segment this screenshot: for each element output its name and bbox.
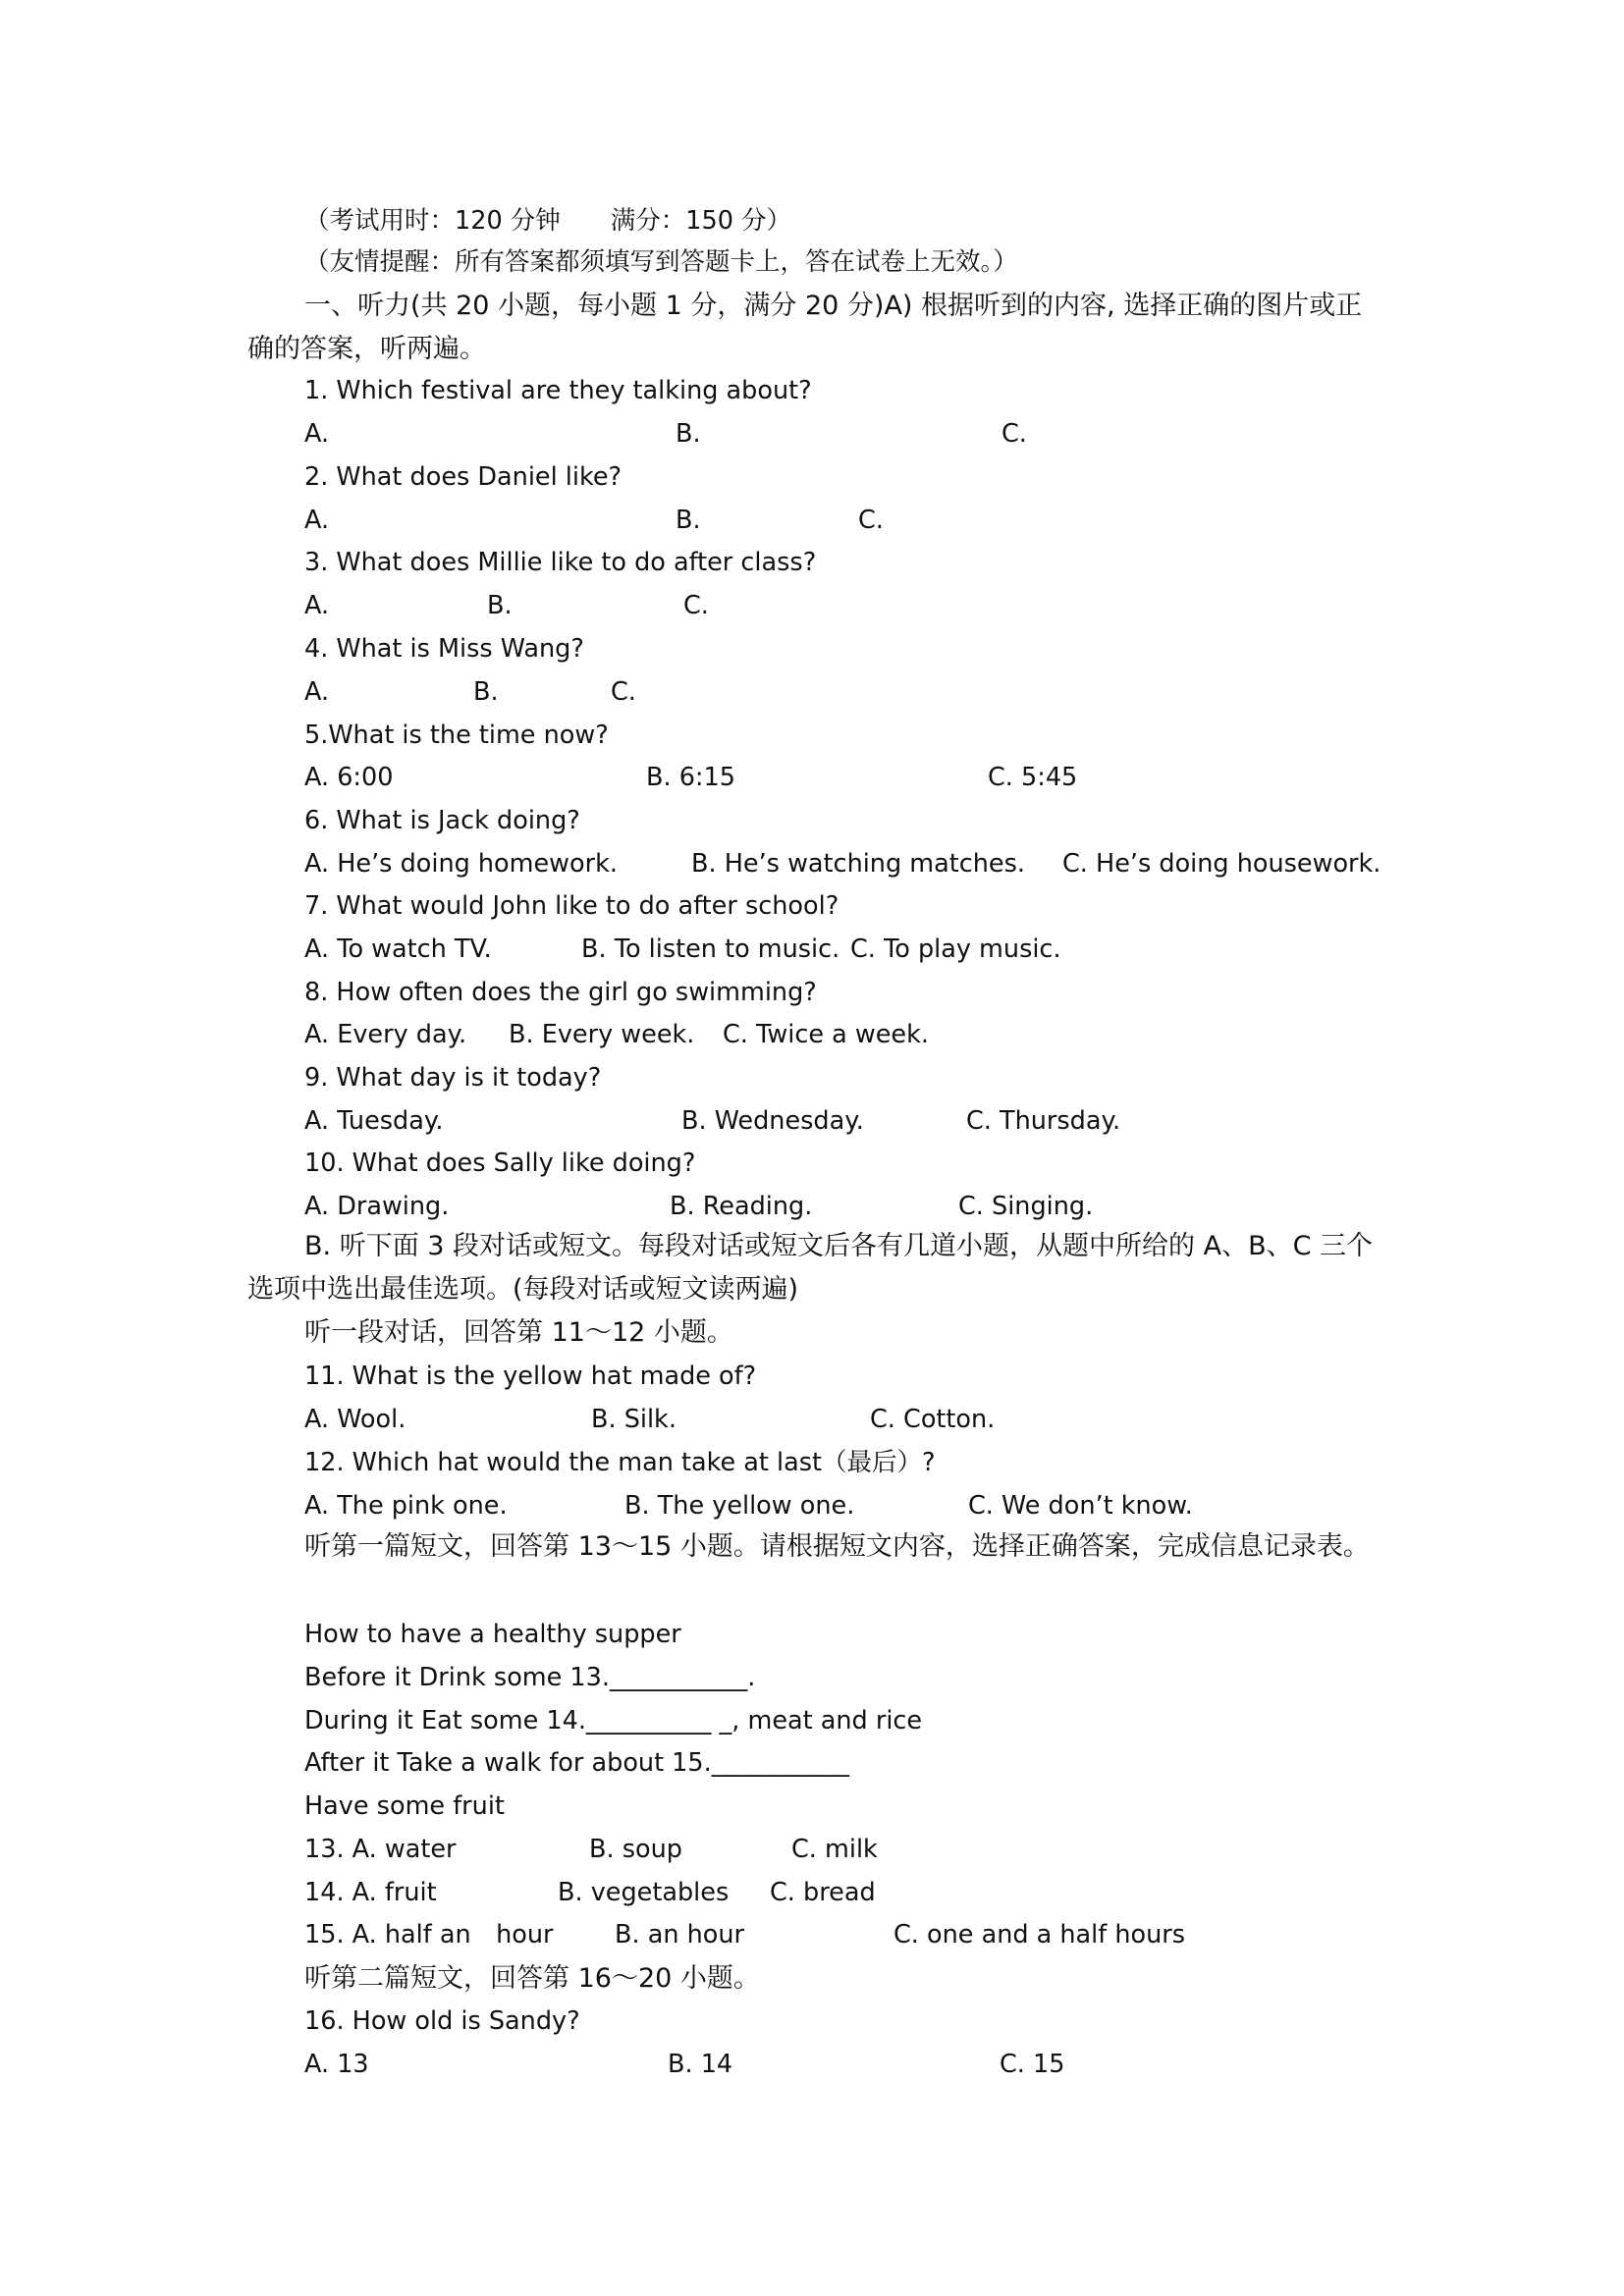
q4-option-c: C. [611, 677, 636, 707]
q10-option-b: B. Reading. [670, 1192, 813, 1221]
table-row-after: After it Take a walk for about 15.___________ [304, 1748, 849, 1778]
exam-time-info: （考试用时：120 分钟 满分：150 分） [304, 206, 792, 236]
question-10: 10. What does Sally like doing? [304, 1148, 696, 1178]
q10-option-c: C. Singing. [958, 1192, 1094, 1221]
question-6: 6. What is Jack doing? [304, 806, 580, 835]
q11-option-a: A. Wool. [304, 1405, 406, 1434]
question-4: 4. What is Miss Wang? [304, 634, 584, 664]
question-7: 7. What would John like to do after school? [304, 891, 839, 921]
q10-option-a: A. Drawing. [304, 1192, 450, 1221]
question-16: 16. How old is Sandy? [304, 2006, 580, 2036]
q1-option-c: C. [1001, 419, 1027, 449]
q14-option-b: B. vegetables [558, 1878, 730, 1907]
question-14-option-a: 14. A. fruit [304, 1878, 437, 1907]
q14-option-c: C. bread [770, 1878, 876, 1907]
q2-option-a: A. [304, 506, 330, 535]
q13-option-c: C. milk [791, 1835, 878, 1864]
q7-option-c: C. To play music. [850, 934, 1061, 964]
q16-option-b: B. 14 [668, 2050, 733, 2079]
dialogue-1-instruction: 听一段对话，回答第 11～12 小题。 [304, 1317, 733, 1348]
q8-option-c: C. Twice a week. [723, 1020, 929, 1049]
q5-option-b: B. 6:15 [646, 763, 735, 792]
question-12: 12. Which hat would the man take at last（最后）? [304, 1448, 936, 1477]
question-13-option-a: 13. A. water [304, 1835, 457, 1864]
q9-option-a: A. Tuesday. [304, 1106, 444, 1136]
q6-option-c: C. He’s doing housework. [1062, 849, 1381, 879]
q2-option-b: B. [676, 506, 701, 535]
q6-option-b: B. He’s watching matches. [691, 849, 1025, 879]
q5-option-a: A. 6:00 [304, 763, 394, 792]
q15-option-b: B. an hour [615, 1920, 745, 1949]
table-row-fruit: Have some fruit [304, 1791, 505, 1821]
q13-option-b: B. soup [589, 1835, 682, 1864]
table-title: How to have a healthy supper [304, 1620, 681, 1649]
question-3: 3. What does Millie like to do after class? [304, 548, 817, 577]
q5-option-c: C. 5:45 [988, 763, 1078, 792]
q3-option-b: B. [487, 591, 513, 620]
table-row-before: Before it Drink some 13.___________. [304, 1663, 756, 1692]
passage-1-instruction: 听第一篇短文，回答第 13～15 小题。请根据短文内容，选择正确答案，完成信息记录表。 [304, 1531, 1370, 1562]
section-b-instruction: B. 听下面 3 段对话或短文。每段对话或短文后各有几道小题，从题中所给的 A、B、C 三个选项中选出最佳选项。(每段对话或短文读两遍) [247, 1231, 1374, 1305]
q4-option-b: B. [473, 677, 499, 707]
question-11: 11. What is the yellow hat made of? [304, 1362, 757, 1391]
q9-option-b: B. Wednesday. [681, 1106, 864, 1136]
question-9: 9. What day is it today? [304, 1063, 602, 1093]
q16-option-c: C. 15 [1000, 2050, 1065, 2079]
q1-option-a: A. [304, 419, 330, 449]
question-15-option-a: 15. A. half an hour [304, 1920, 554, 1949]
answer-sheet-reminder: （友情提醒：所有答案都须填写到答题卡上，答在试卷上无效。） [304, 247, 1018, 277]
passage-2-instruction: 听第二篇短文，回答第 16～20 小题。 [304, 1963, 760, 1994]
q7-option-b: B. To listen to music. [581, 934, 840, 964]
q11-option-c: C. Cotton. [870, 1405, 996, 1434]
question-8: 8. How often does the girl go swimming? [304, 978, 817, 1007]
q4-option-a: A. [304, 677, 330, 707]
question-1: 1. Which festival are they talking about? [304, 376, 812, 405]
q12-option-c: C. We don’t know. [968, 1491, 1193, 1521]
q8-option-a: A. Every day. [304, 1020, 467, 1049]
q6-option-a: A. He’s doing homework. [304, 849, 618, 879]
q3-option-c: C. [683, 591, 709, 620]
table-row-during: During it Eat some 14.__________ _, meat and rice [304, 1706, 923, 1735]
q16-option-a: A. 13 [304, 2050, 369, 2079]
q9-option-c: C. Thursday. [966, 1106, 1121, 1136]
q3-option-a: A. [304, 591, 330, 620]
q12-option-b: B. The yellow one. [624, 1491, 855, 1521]
q7-option-a: A. To watch TV. [304, 934, 492, 964]
q8-option-b: B. Every week. [509, 1020, 695, 1049]
q11-option-b: B. Silk. [591, 1405, 677, 1434]
q12-option-a: A. The pink one. [304, 1491, 508, 1521]
question-2: 2. What does Daniel like? [304, 462, 623, 492]
section-a-instruction: 一、听力(共 20 小题，每小题 1 分，满分 20 分)A) 根据听到的内容, 选择正确的图片或正确的答案，听两遍。 [247, 291, 1363, 364]
q2-option-c: C. [858, 506, 884, 535]
q15-option-c: C. one and a half hours [893, 1920, 1186, 1949]
question-5: 5.What is the time now? [304, 721, 609, 750]
q1-option-b: B. [676, 419, 701, 449]
